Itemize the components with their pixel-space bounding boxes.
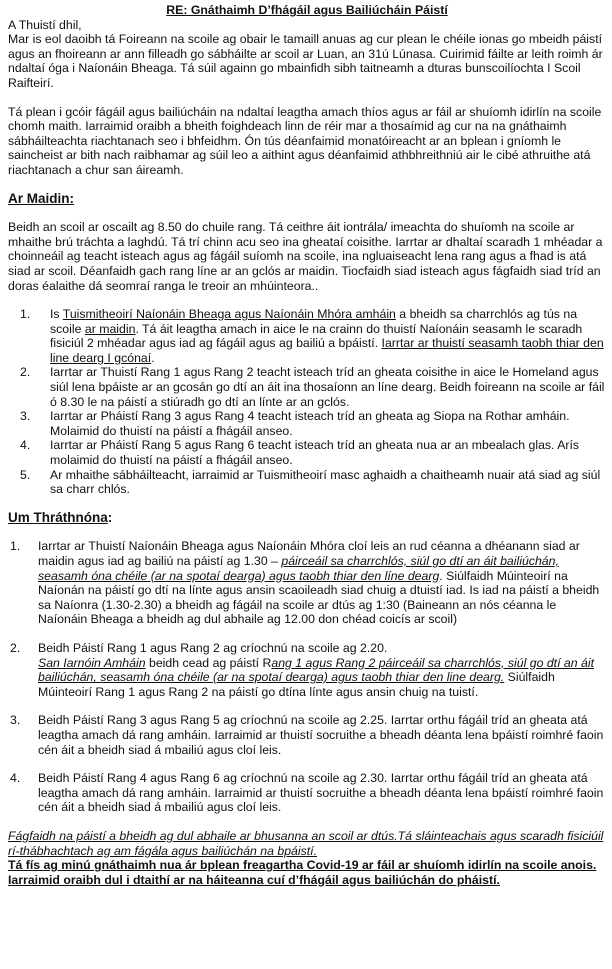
spacer [8, 178, 606, 192]
item-text: beidh cead ag páistí R [145, 655, 272, 670]
footer-italic-text: Fágfaidh na páistí a bheidh ag dul abhaile ar bhusanna an scoil ar dtús.Tá sláinteachais agus scaradh fisiciúil rí-thábhachtach ag am fágála agus bailiúchán na bpáistí. [8, 828, 604, 858]
item-text: Ar mhaithe sábháilteacht, iarraimid ar Tuismitheoirí masc aghaidh a chaitheamh nuair atá siad ag siúl sa charr chlós. [50, 467, 601, 497]
morning-heading: Ar Maidin: [8, 190, 74, 206]
morning-item-2 [8, 365, 606, 409]
item-text: Is [50, 307, 63, 322]
item-number: 4. [10, 771, 21, 786]
item-number: 4. [20, 438, 31, 453]
item-number: 3. [10, 713, 21, 728]
item-text: Iarrtar ar Thuistí Rang 1 agus Rang 2 teacht isteach tríd an gheata coisithe in aice le Homeland agus siúl lena bpáiste ar an gcosán go dtí an áit ina thosaíonn an líne dearg. Beidh foireann na scoile ar fáil ó 8.30 le na páistí a stiúradh go dtí an línte ar an gclós. [50, 365, 605, 409]
morning-list [8, 307, 606, 497]
spacer [8, 206, 606, 220]
item-text: . Tá áit leagtha amach in aice le na crainn do thuistí Naíonáin seasamh le scaradh fisiciúl 2 mhéadar agus iad ag fágáil agus ag bailiú a bpáistí. [50, 321, 583, 351]
plan-paragraph: Tá plean i gcóir fágáil agus bailiúcháin na ndaltaí leagtha amach thíos agus ar fáil ar shuíomh idirlín na scoile chomh maith. Iarraimid oraibh a bheith foighdeach linn de réir mar a thosaímid ag cur na na gnáthaimh sábháilteachta riachtanach seo i bhfeidhm. Ón tús déanfaimid monatóireacht ar an bplean i gníomh le saincheist ar bith nach raibhamar ag súil leo a aithint agus déanfaimid athbhreithniú air le cibé athruithe atá riachtanach a chur san áireamh. [8, 104, 602, 177]
item-underlined-text: Tuismitheoirí Naíonáin Bheaga agus Naíonáin Mhóra amháin [62, 307, 396, 322]
afternoon-item-2 [8, 641, 606, 699]
item-text: Iarrtar ar Thuistí Naíonáin Bheaga agus Naíonáin Mhóra cloí leis an rud céanna a dhéanann siad ar maidin agus iad ag bailiú na páistí ag 1.30 – [38, 539, 580, 568]
letter-title: RE: Gnáthaimh D’fhágáil agus Bailiúcháin Páistí [166, 3, 448, 17]
footer-bold-text: Tá fís ag minú gnáthaimh nua ár bplean freagartha Covid-19 ar fáil ar shuíomh idirlín na scoile anois. Iarraimid oraibh dul i dtaithí ar na háiteanna cuí d’fhágáil agus bailiúchán do pháistí. [8, 858, 597, 887]
morning-paragraph: Beidh an scoil ar oscailt ag 8.50 do chuile rang. Tá ceithre áit iontrála/ imeachta do shuíomh na scoile ar mhaithe brú tráchta a laghdú. Tá trí chinn acu seo ina gheataí coisithe. Iarrtar ar dhaltaí scaradh 1 mhéadar a choinneáil ag teacht isteach agus ag fágáil suíomh na scoile, ina ngluaiseacht lena rang agus a fhad is atá siad ar scoil. Déanfaidh gach rang líne ar an gclós ar maidin. Tiocfaidh siad isteach agus fágfaidh siad tríd an doras éalaithe dá seomraí ranga le treoir an mhúinteora.. [8, 220, 603, 293]
item-underlined-text: Iarrtar ar thuistí seasamh taobh thiar den line dearg I gcónaí [50, 336, 604, 365]
afternoon-heading-colon: : [107, 509, 113, 525]
spacer [8, 699, 606, 713]
spacer [8, 815, 606, 829]
afternoon-item-4 [8, 771, 606, 815]
item-underlined-text: ar maidin [84, 321, 136, 336]
greeting: A Thuistí dhil, [8, 17, 82, 32]
footer-note [8, 829, 606, 887]
afternoon-heading-text: Um Thráthnóna [8, 509, 108, 525]
item-number: 2. [10, 640, 21, 655]
item-text: Beidh Páistí Rang 4 agus Rang 6 ag críochnú na scoile ag 2.30. Iarrtar orthu fágáil tríd an gheata atá leagtha amach dá rang amháin. Iarraimid ar thuistí socruithe a bheadh déanta lena bpáistí roimhré faoin cén áit a bheidh siad á mbailiú agus cloí leis. [38, 771, 604, 815]
spacer [8, 293, 606, 307]
item-text: Iarrtar ar Pháistí Rang 5 agus Rang 6 teacht isteach tríd an gheata nua ar an mbealach glas. Arís molaimid do thuistí na páistí a fhágáil anseo. [50, 438, 580, 468]
morning-item-1 [8, 307, 606, 365]
intro-paragraph: Mar is eol daoibh tá Foireann na scoile ag obair le tamaill anuas ag cur plean le chéile ionas go mbeidh páistí agus an fhoireann ar ann filleadh go sábháilte ar scoil ar Luan, an 31ú Lúnasa. Cuirimid fáilte ar leith roimh ár ndaltaí óga i Naíonáin Bheaga. Tá súil againn go mbainfidh sibh taitneamh a dturas bunscoilíochta I Scoil Raifteirí. [8, 32, 603, 90]
item-number: 3. [20, 409, 31, 424]
item-text: Siúlfaidh Múinteoirí Rang 1 agus Rang 2 na páistí go dtína línte agus ansin chuig na tuistí. [38, 670, 555, 699]
item-number: 2. [20, 365, 31, 380]
item-emphasis-text: páirceáil sa charrchlós, siúl go dtí an áit bailiúchán, seasamh óna chéile (ar na spotaí dearga) agus taobh thiar den líne dearg [38, 554, 559, 583]
item-text: a bheidh sa charrchlós ag tús na scoile [50, 307, 578, 336]
spacer [8, 525, 606, 539]
afternoon-item-3 [8, 713, 606, 757]
item-emphasis-text: ang 1 agus Rang 2 páirceáil sa charrchlós, siúl go dtí an áit bailiúchán, seasamh óna chéile (ar na spotaí dearga) agus taobh thiar den line dearg. [38, 655, 595, 685]
morning-item-4 [8, 438, 606, 467]
item-text: . [151, 350, 155, 365]
item-text: Iarrtar ar Pháistí Rang 3 agus Rang 4 teacht isteach tríd an gheata ag Siopa na Rothar amháin. Molaimid do thuistí na páistí a fhágáil anseo. [50, 409, 570, 438]
spacer [8, 757, 606, 771]
item-number: 1. [10, 539, 21, 554]
item-emphasis-text: San Iarnóin Amháin [38, 655, 146, 670]
afternoon-heading [8, 511, 606, 526]
morning-item-5 [8, 468, 606, 497]
item-text: Beidh Páistí Rang 1 agus Rang 2 ag críochnú na scoile ag 2.20. [38, 640, 388, 655]
spacer [8, 627, 606, 641]
item-text: Beidh Páistí Rang 3 agus Rang 5 ag críochnú na scoile ag 2.25. Iarrtar orthu fágáil tríd an gheata atá leagtha amach dá rang amháin. Iarraimid ar thuistí socruithe a bheadh déanta lena bpáistí roimhré faoin cén áit a bheidh siad á mbailiú agus cloí leis. [38, 713, 604, 757]
morning-item-3 [8, 409, 606, 438]
afternoon-item-1 [8, 539, 606, 627]
item-text: . Siúlfaidh Múinteoirí na Naíonán na páistí go dtí na línte agus ansin scaoileadh siad chuig a dtuistí iad. Is iad na páistí a bheidh sa Naíonra (1.30-2.30) a bheidh ag fágáil na scoile ar dtús ag 1:30 (Baineann an nós céanna le Naíonáin Bheaga a bheidh ag dul abhaile ag 12.00 don chéad coicís ar scoil) [38, 568, 600, 627]
spacer [8, 497, 606, 511]
item-number: 5. [20, 467, 31, 482]
spacer [8, 91, 606, 105]
afternoon-list [8, 539, 606, 815]
item-number: 1. [20, 307, 31, 322]
